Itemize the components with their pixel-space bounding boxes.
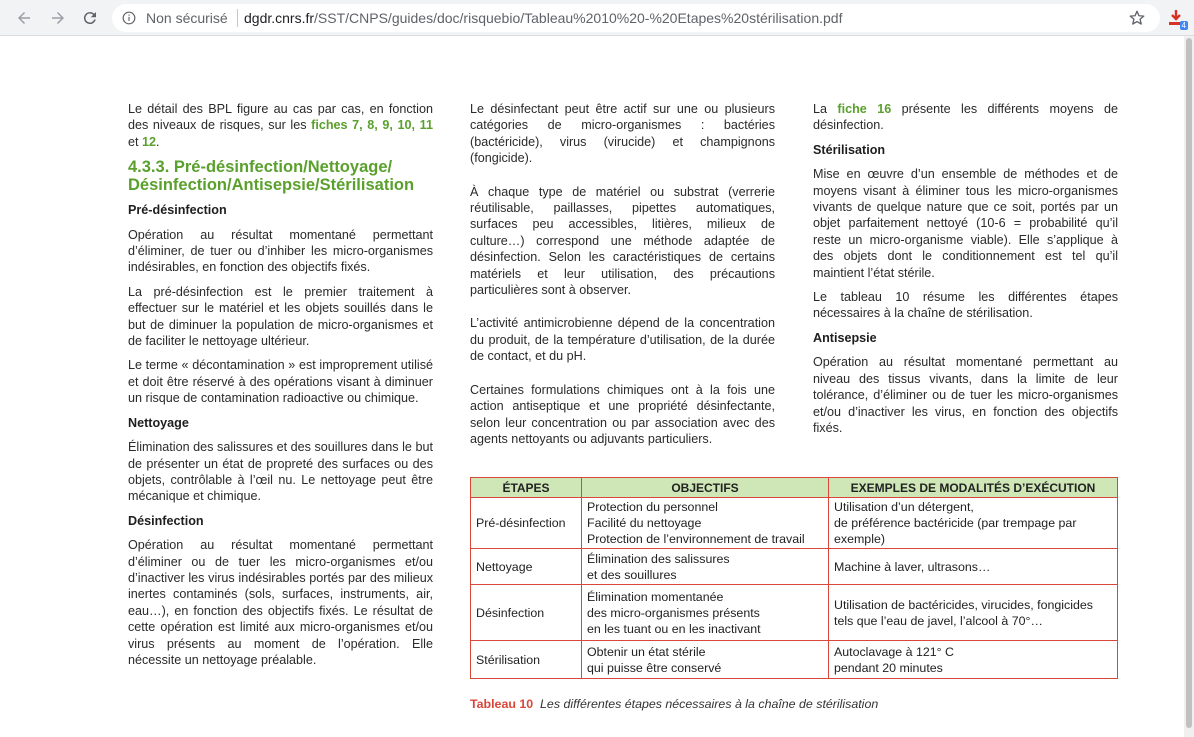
column-1 xyxy=(128,101,433,676)
cell-line: en les tuant ou en les inactivant xyxy=(587,621,761,636)
pdf-extension-icon[interactable] xyxy=(1166,8,1186,28)
etape-cell: Désinfection xyxy=(471,585,582,641)
paragraph: À chaque type de matériel ou substrat (verrerie réutilisable, paillasses, pipettes automatiques, surfaces peu accessibles, litières, milieux de culture…) correspond une méthode adaptée de désinfection. Selon les caractéristiques de certains matériels et leur utilisation, des précautions particulières sont à observer. xyxy=(470,184,775,298)
address-bar[interactable] xyxy=(112,4,1160,32)
cell-line: Utilisation d’un détergent, xyxy=(834,500,974,514)
intro-text: Le détail des BPL figure au cas par cas, en fonction des niveaux de risques, sur les xyxy=(128,102,433,133)
table-header-row xyxy=(471,478,1118,498)
cell-line: qui puisse être conservé xyxy=(587,660,722,675)
objectifs-cell xyxy=(582,641,829,679)
cell-line: Élimination momentanée xyxy=(587,589,724,604)
paragraph: Opération au résultat momentané permettant d’éliminer, de tuer ou d’inhiber les micro-organismes indésirables, en fonction des objectifs fixés. xyxy=(128,227,433,275)
cell-line: Obtenir un état stérile xyxy=(587,644,706,659)
cell-line: Élimination des salissures xyxy=(587,551,730,566)
url-path: /SST/CNPS/guides/doc/risquebio/Tableau%2010%20-%20Etapes%20stérilisation.pdf xyxy=(314,10,843,26)
fiches-link[interactable]: fiches 7, 8, 9, 10, 11 xyxy=(311,118,433,133)
pdf-page xyxy=(4,36,1184,737)
exemples-cell xyxy=(829,585,1118,641)
objectifs-cell xyxy=(582,498,829,549)
cell-line: Autoclavage à 121° C xyxy=(834,644,954,659)
table-row xyxy=(471,498,1118,549)
intro-mid: et xyxy=(128,134,143,149)
exemples-cell xyxy=(829,641,1118,679)
subheading-antisepsie: Antisepsie xyxy=(813,330,877,345)
etape-cell: Stérilisation xyxy=(471,641,582,679)
cell-line: Protection du personnel xyxy=(587,500,718,514)
separator xyxy=(237,9,238,27)
table-caption xyxy=(470,697,878,711)
paragraph: Élimination des salissures et des souillures dans le but de présenter un état de propreté des surfaces ou des objets, contrôlable à l’œil nu. Le nettoyage peut être mécanique et chimique. xyxy=(128,440,433,504)
heading-line-2: Désinfection/Antisepsie/Stérilisation xyxy=(128,176,415,195)
subheading-sterilisation: Stérilisation xyxy=(813,142,886,157)
cell-line: des micro-organismes présents xyxy=(587,605,760,620)
exemples-cell xyxy=(829,549,1118,585)
header-etapes: ÉTAPES xyxy=(471,478,582,498)
table-row xyxy=(471,585,1118,641)
heading-line-1: 4.3.3. Pré-désinfection/Nettoyage/ xyxy=(128,158,393,177)
subheading-desinfection: Désinfection xyxy=(128,513,204,528)
paragraph: Le tableau 10 résume les différentes étapes nécessaires à la chaîne de stérilisation. xyxy=(813,290,1118,321)
cell-line: Machine à laver, ultrasons… xyxy=(834,559,991,574)
paragraph: Opération au résultat momentané permettant d’éliminer ou de tuer les micro-organismes et/ou d’inactiver les virus indésirables portés par des milieux inertes contaminés (sols, surfaces, instruments, air, eau…), en fonction des objectifs fixés. Le résultat de cette opération est limité aux micro-organismes et/ou virus présents au moment de l’opération. Elle nécessite un nettoyage préalable. xyxy=(128,538,433,667)
cell-line: tels que l’eau de javel, l’alcool à 70°… xyxy=(834,613,1043,628)
objectifs-cell xyxy=(582,585,829,641)
table-row xyxy=(471,549,1118,585)
paragraph: Le désinfectant peut être actif sur une ou plusieurs catégories de micro-organismes : bactéries (bactéricide), virus (virucide) et champignons (fongicide). xyxy=(470,102,775,166)
column-3 xyxy=(813,101,1118,444)
section-heading xyxy=(128,158,433,194)
forward-arrow-icon[interactable] xyxy=(46,6,70,30)
security-label[interactable]: Non sécurisé xyxy=(146,10,228,26)
paragraph xyxy=(813,101,1118,134)
column-2 xyxy=(470,101,775,455)
header-exemples: EXEMPLES DE MODALITÉS D’EXÉCUTION xyxy=(829,478,1118,498)
scrollbar[interactable] xyxy=(1184,36,1194,737)
header-objectifs: OBJECTIFS xyxy=(582,478,829,498)
fiche-16-link[interactable]: fiche 16 xyxy=(837,102,892,116)
paragraph: Mise en œuvre d’un ensemble de méthodes et de moyens visant à éliminer tous les micro-organismes vivants de quelque nature que ce soit, portés par un objet parfaitement nettoyé (10-6 = probabilité qu’il reste un micro-organisme viable). Elle s’applique à des objets dont le conditionnement est tel qu’il maintient l’état stérile. xyxy=(813,167,1118,280)
caption-text: Les différentes étapes nécessaires à la chaîne de stérilisation xyxy=(540,697,879,711)
star-icon[interactable] xyxy=(1128,9,1146,27)
cell-line: et des souillures xyxy=(587,567,677,582)
cell-line: Utilisation de bactéricides, virucides, fongicides xyxy=(834,597,1093,612)
reload-icon[interactable] xyxy=(78,6,102,30)
paragraph: Opération au résultat momentané permettant au niveau des tissus vivants, dans la limite de leur tolérance, d’éliminer ou de tuer les micro-organismes et/ou d’inactiver les virus, en fonction des objectifs fixés. xyxy=(813,355,1118,435)
scrollbar-thumb[interactable] xyxy=(1186,38,1192,728)
caption-label: Tableau 10 xyxy=(470,697,534,711)
extension-badge: 4 xyxy=(1181,21,1186,30)
etape-cell: Pré-désinfection xyxy=(471,498,582,549)
intro-end: . xyxy=(156,134,160,149)
exemples-cell xyxy=(829,498,1118,549)
p0-post: présente les différents moyens de désinfection. xyxy=(813,102,1118,133)
steps-table xyxy=(470,477,1118,679)
cell-line: exemple) xyxy=(834,532,885,546)
etape-cell: Nettoyage xyxy=(471,549,582,585)
paragraph: Le terme « décontamination » est improprement utilisé et doit être réservé à des opérations visant à diminuer un risque de contamination radioactive ou chimique. xyxy=(128,358,433,406)
intro-paragraph xyxy=(128,101,433,150)
fiche-12-link[interactable]: 12 xyxy=(142,134,157,149)
cell-line: Facilité du nettoyage xyxy=(587,516,702,530)
objectifs-cell xyxy=(582,549,829,585)
paragraph: Certaines formulations chimiques ont à la fois une action antiseptique et une propriété désinfectante, selon leur concentration ou par association avec des agents nettoyants ou adjuvants particuliers. xyxy=(470,382,775,446)
browser-toolbar xyxy=(0,0,1194,36)
paragraph: La pré-désinfection est le premier traitement à effectuer sur le matériel et les objets souillés dans le but de diminuer la population de micro-organismes et de faciliter le nettoyage ultérieur. xyxy=(128,284,433,349)
subheading-nettoyage: Nettoyage xyxy=(128,415,189,430)
subheading-pre-desinfection: Pré-désinfection xyxy=(128,203,227,218)
cell-line: pendant 20 minutes xyxy=(834,660,943,675)
url-host: dgdr.cnrs.fr xyxy=(244,10,315,26)
cell-line: Protection de l’environnement de travail xyxy=(587,532,805,546)
p0-pre: La xyxy=(813,102,838,116)
table-row xyxy=(471,641,1118,679)
back-arrow-icon[interactable] xyxy=(12,6,36,30)
url-text[interactable] xyxy=(244,10,842,26)
cell-line: de préférence bactéricide (par trempage par xyxy=(834,516,1077,530)
info-icon[interactable] xyxy=(122,11,136,25)
paragraph: L’activité antimicrobienne dépend de la concentration du produit, de la température d’utilisation, de la durée de contact, et du pH. xyxy=(470,316,775,364)
